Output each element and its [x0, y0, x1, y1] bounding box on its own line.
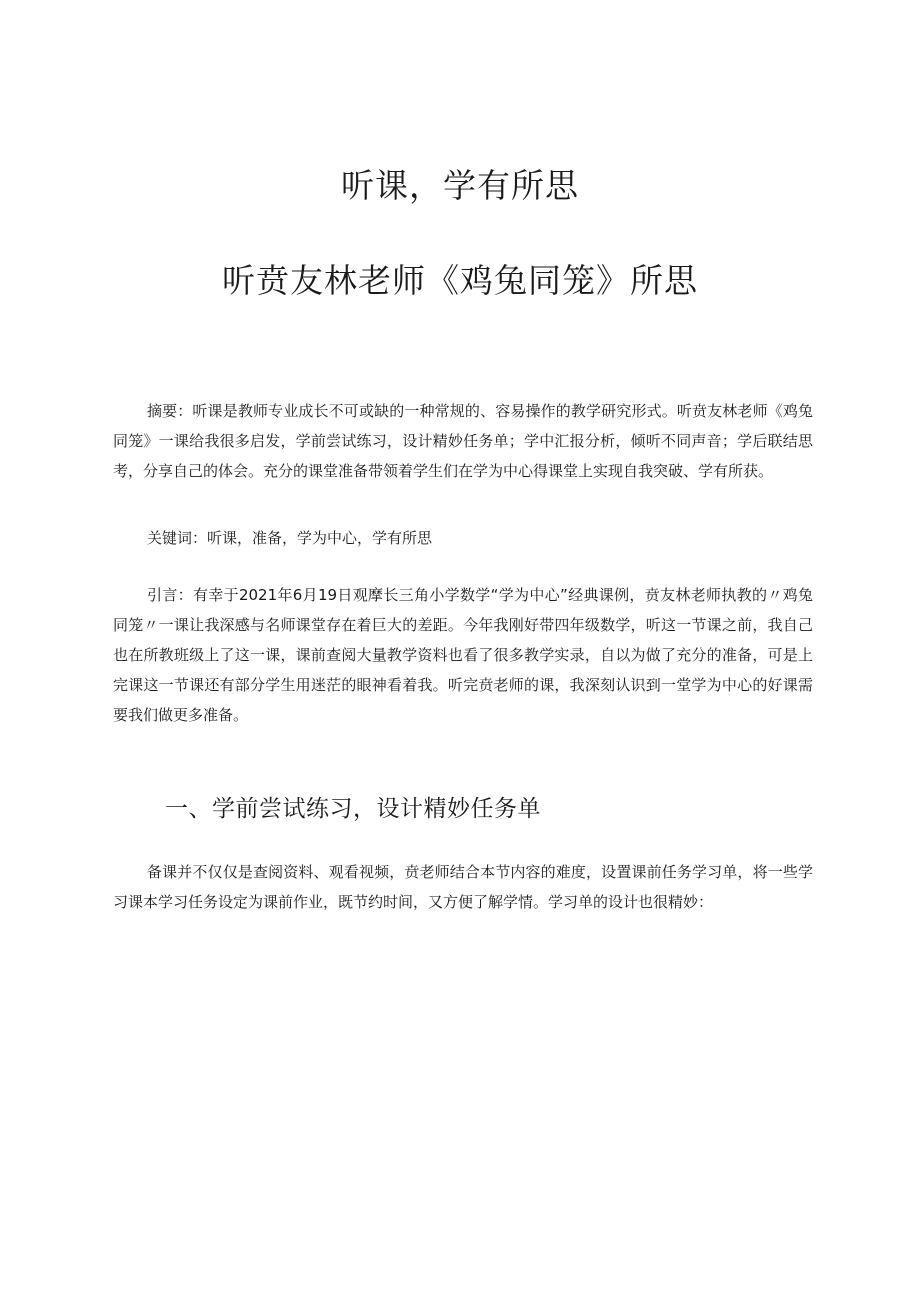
document-subtitle: 听贲友林老师《鸡兔同笼》所思 [222, 261, 698, 300]
keywords-paragraph: 关键词：听课，准备，学为中心，学有所思 [147, 529, 433, 547]
section-heading-1: 一、学前尝试练习，设计精妙任务单 [165, 796, 541, 822]
document-title: 听课，学有所思 [341, 166, 579, 205]
intro-paragraph: 引言：有幸于2021年6月19日观摩长三角小学数学“学为中心”经典课例，贲友林老师执教的〃鸡兔同笼〃一课让我深感与名师课堂存在着巨大的差距。今年我刚好带四年级数学，听这一节课之前，我自己也在所教班级上了这一课，课前查阅大量教学资料也看了很多教学实录，自以为做了充分的准备，可是上完课这一节课还有部分学生用迷茫的眼神看着我。听完贲老师的课，我深刻认识到一堂学为中心的好课需要我们做更多准备。 [113, 586, 813, 724]
abstract-paragraph: 摘要：听课是教师专业成长不可或缺的一种常规的、容易操作的教学研究形式。听贲友林老师《鸡兔同笼》一课给我很多启发，学前尝试练习，设计精妙任务单；学中汇报分析，倾听不同声音；学后联结思考，分享自己的体会。充分的课堂准备带领着学生们在学为中心得课堂上实现自我突破、学有所获。 [113, 402, 813, 480]
section-body-1: 备课并不仅仅是查阅资料、观看视频，贲老师结合本节内容的难度，设置课前任务学习单，将一些学习课本学习任务设定为课前作业，既节约时间，又方便了解学情。学习单的设计也很精妙： [113, 863, 813, 911]
